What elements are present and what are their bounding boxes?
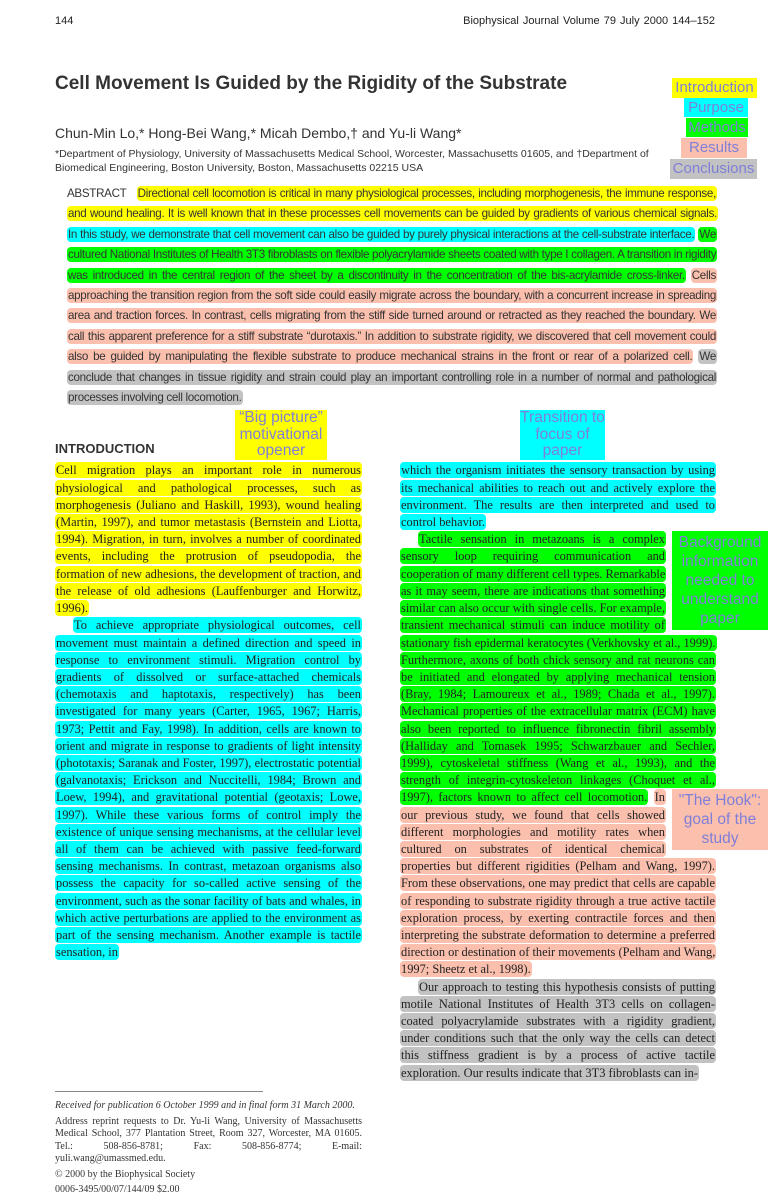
legend-purpose: Purpose	[684, 98, 748, 117]
right-column	[400, 462, 762, 1199]
intro-paragraph-2: To achieve appropriate physiological outcomes, cell movement must maintain a defined direction and speed in response to environment stimuli. Migration control by gradients of dissolved or surface-attached chemicals (chemotaxis and haptotaxis, respectively) has been investigated for many years (Carter, 1965, 1967; Harris, 1973; Pettit and Fay, 1998). In addition, cells are known to orient and migrate in response to gradients of light intensity (phototaxis; Saranak and Foster, 1997), electrostatic potential (galvanotaxis; Erickson and Nuccitelli, 1984; Brown and Loew, 1994), and gravitational potential (geotaxis; Lowe, 1997). While these various forms of control imply the existence of unique sensing mechanisms, at the cellular level all of them can be achieved with passive feed-forward sensing mechanisms. In contrast, metazoan organisms also possess the capacity for so-called active sensing of the environment, such as the sonar facility of bats and whales, in which active perturbations are applied to the environment as part of the sensing mechanism. Another example is tactile sensation, in	[56, 618, 361, 960]
abstract-results: Cells approaching the transition region from the soft side could easily migrate across the boundary, with a concurrent increase in spreading area and traction forces. In contrast, cells migrating from the stiff side turned around or retracted as they reached the boundary. We call this apparent preference for a stiff substrate “durotaxis.” In addition to substrate rigidity, we discovered that cell movement could also be guided by manipulating the flexible substrate to produce mechanical strains in the front or rear of a polarized cell.	[68, 268, 716, 364]
legend-conclusions: Conclusions	[670, 159, 757, 179]
intro-paragraph-3-background: Tactile sensation in metazoans is a complex sensory loop requiring communication and cooperation of many different cell types. Remarkable as it may seem, there are indications that something similar can also occur with single cells. For example, transient mechanical stimuli can induce motility of stationary fish epidermal keratocytes (Verkhovsky et al., 1999). Furthermore, axons of both chick sensory and rat neurons can be initiated and elongated by applying mechanical tension (Bray, 1984; Lamoureux et al., 1989; Chada et al., 1997). Mechanical properties of the extracellular matrix (ECM) have also been reported to influence fibronectin fibril assembly (Halliday and Tomasek 1995; Schwarzbauer and Sechler, 1999), cytoskeletal stiffness (Wang et al., 1993), and the strength of integrin-cytoskeleton linkages (Choquet et al., 1997), factors known to affect cell locomotion.	[401, 532, 716, 805]
main-content	[0, 184, 768, 1200]
abstract-label: ABSTRACT	[67, 187, 127, 200]
callout-hook: "The Hook": goal of the study	[672, 789, 768, 850]
callout-big-picture: “Big picture” motivational opener	[235, 410, 327, 460]
legend-methods: Methods	[686, 118, 748, 137]
introduction-heading: INTRODUCTION	[55, 441, 155, 457]
footnotes	[55, 1100, 362, 1197]
intro-paragraph-2-continued: which the organism initiates the sensory transaction by using its mechanical abilities to reach out and actively explore the environment. The results are then interpreted and used to control behavior.	[401, 463, 715, 530]
reprint-address: Address reprint requests to Dr. Yu-li Wang, University of Massachusetts Medical School, 377 Plantation Street, Room 327, Worcester, MA 01605. Tel.: 508-856-8781; Fax: 508-856-8774; E-mail: yuli.wang@umassmed.edu.	[55, 1115, 362, 1165]
left-column	[55, 462, 362, 1199]
affiliation: *Department of Physiology, University of Massachusetts Medical School, Worcester, Massachusetts 01605, and †Department of Biomedical Engineering, Boston University, Boston, Massachusetts 02215 USA	[55, 148, 649, 174]
authors: Chun-Min Lo,* Hong-Bei Wang,* Micah Dembo,† and Yu-li Wang*	[55, 125, 462, 141]
abstract	[67, 184, 717, 408]
abstract-purpose: In this study, we demonstrate that cell movement can also be guided by purely physical interactions at the cell-substrate interface.	[68, 227, 695, 241]
intro-paragraph-3-hook: In our previous study, we found that cells showed different morphologies and motility rates when cultured on substrates of identical chemical properties but different rigidities (Pelham and Wang, 1997). From these observations, one may predict that cells are capable of responding to substrate rigidity through a true active tactile exploration process, by exerting contractile forces and then interpreting the substrate deformation to determine a preferred direction or destination of their movements (Pelham and Wang, 1997; Sheetz et al., 1998).	[401, 790, 716, 977]
intro-paragraph-4: Our approach to testing this hypothesis consists of putting motile National Institutes of Health 3T3 cells on collagen-coated polyacrylamide substrates with a rigidity gradient, under conditions such that the only way the cells can detect this stiffness gradient is by a process of active tactile exploration. Our results indicate that 3T3 fibroblasts can in-	[401, 979, 715, 1080]
body-columns	[55, 462, 768, 1199]
introduction-header-row	[0, 410, 768, 462]
callout-background: Background information needed to understand paper	[672, 531, 768, 630]
article-code: 0006-3495/00/07/144/09 $2.00	[55, 1184, 180, 1196]
callout-transition: Transition to focus of paper	[520, 409, 605, 460]
abstract-intro: Directional cell locomotion is critical in many physiological processes, including morphogenesis, the immune response, and wound healing. It is well known that in these processes cell movements can be guided by gradients of various chemical signals.	[68, 187, 717, 221]
footnote-divider	[55, 1091, 263, 1092]
abstract-conclusions: We conclude that changes in tissue rigidity and strain could play an important controlling role in a number of normal and pathological processes involving cell locomotion.	[68, 350, 716, 405]
journal-header: Biophysical Journal Volume 79 July 2000 144–152	[463, 15, 715, 27]
intro-paragraph-1: Cell migration plays an important role in numerous physiological and pathological processes, such as morphogenesis (Juliano and Haskill, 1993), wound healing (Martin, 1997), and tumor metastasis (Bernstein and Liotta, 1994). Migration, in turn, involves a number of coordinated events, including the protrusion of pseudopodia, the formation of new adhesions, the development of traction, and the release of old adhesions (Lauffenburger and Horwitz, 1996).	[56, 463, 361, 616]
abstract-methods: We cultured National Institutes of Health 3T3 fibroblasts on flexible polyacrylamide sheets coated with type I collagen. A transition in rigidity was introduced in the central region of the sheet by a discontinuity in the concentration of the bis-acrylamide cross-linker.	[68, 227, 717, 282]
received-date: Received for publication 6 October 1999 and in final form 31 March 2000.	[55, 1100, 355, 1112]
page-number: 144	[55, 15, 74, 27]
legend-introduction: Introduction	[672, 78, 757, 98]
copyright: © 2000 by the Biophysical Society	[55, 1168, 196, 1180]
paper-title: Cell Movement Is Guided by the Rigidity of the Substrate	[55, 73, 568, 94]
legend-results: Results	[681, 138, 747, 158]
